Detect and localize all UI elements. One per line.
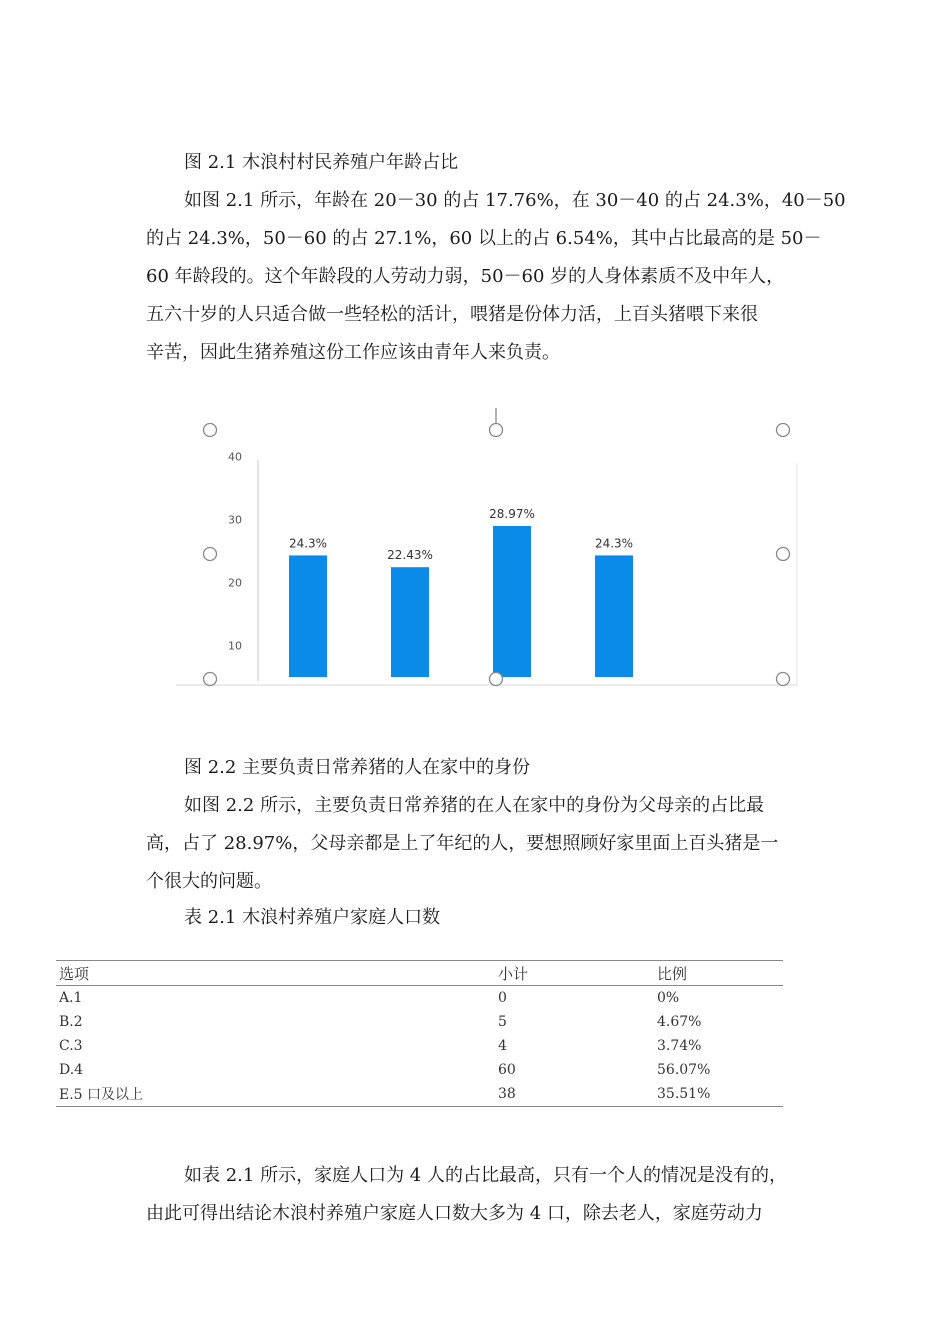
- selection-handle: [490, 673, 503, 686]
- header-option: 选项: [56, 961, 498, 986]
- cell-ratio: 56.07%: [657, 1062, 711, 1078]
- paragraph-1-line: 如图 2.1 所示，年龄在 20－30 的占 17.76%，在 30－40 的占 24.3%，40－50: [184, 190, 846, 211]
- table-row: [56, 1034, 783, 1058]
- figure-2-2-caption: 图 2.2 主要负责日常养猪的人在家中的身份: [184, 757, 531, 778]
- paragraph-1-line: 辛苦，因此生猪养殖这份工作应该由青年人来负责。: [146, 342, 560, 363]
- paragraph-3-line: 如表 2.1 所示，家庭人口为 4 人的占比最高，只有一个人的情况是没有的，: [184, 1165, 787, 1186]
- bar-chart-svg: [176, 405, 800, 695]
- table-row: [56, 1010, 783, 1034]
- cell-count: 5: [498, 1014, 507, 1030]
- table-row: [56, 1058, 783, 1082]
- cell-count: 38: [498, 1082, 657, 1107]
- cell-count: 0: [498, 990, 507, 1006]
- table-row: [56, 1082, 783, 1107]
- cell-count: 60: [498, 1062, 516, 1078]
- bar: [289, 555, 327, 677]
- bar: [595, 555, 633, 677]
- paragraph-3-line: 由此可得出结论木浪村养殖户家庭人口数大多为 4 口，除去老人，家庭劳动力: [146, 1203, 763, 1224]
- cell-ratio: 4.67%: [657, 1014, 702, 1030]
- bar-data-label: 24.3%: [288, 536, 328, 551]
- cell-option: A.1: [59, 990, 83, 1006]
- selection-handle: [777, 548, 790, 561]
- paragraph-1-line: 五六十岁的人只适合做一些轻松的活计，喂猪是份体力活，上百头猪喂下来很: [146, 304, 758, 325]
- paragraph-2-line: 如图 2.2 所示，主要负责日常养猪的在人在家中的身份为父母亲的占比最: [184, 795, 765, 816]
- table-row: [56, 986, 783, 1011]
- bar-data-label: 22.43%: [387, 548, 433, 563]
- y-tick-label: 30: [228, 513, 242, 527]
- cell-option: D.4: [59, 1062, 84, 1078]
- selection-handle: [777, 424, 790, 437]
- cell-count: 4: [498, 1038, 507, 1054]
- cell-option: C.3: [59, 1038, 83, 1054]
- paragraph-1-line: 60 年龄段的。这个年龄段的人劳动力弱，50－60 岁的人身体素质不及中年人，: [146, 266, 785, 287]
- paragraph-2-line: 高，占了 28.97%，父母亲都是上了年纪的人，要想照顾好家里面上百头猪是一: [146, 833, 779, 854]
- bar-data-label: 28.97%: [489, 506, 535, 521]
- selection-handle: [204, 424, 217, 437]
- table-header-row: [56, 961, 783, 986]
- y-tick-label: 10: [228, 639, 242, 653]
- paragraph-1-line: 的占 24.3%，50－60 的占 27.1%，60 以上的占 6.54%，其中占比最高的是 50－: [146, 228, 822, 249]
- y-tick-label: 40: [228, 450, 242, 464]
- header-count: 小计: [498, 961, 657, 986]
- cell-option: E.5 口及以上: [56, 1082, 498, 1107]
- table-2-1-caption: 表 2.1 木浪村养殖户家庭人口数: [184, 907, 441, 928]
- cell-ratio: 0%: [657, 990, 680, 1006]
- cell-option: B.2: [59, 1014, 83, 1030]
- bar: [493, 526, 531, 677]
- selection-handle: [204, 548, 217, 561]
- paragraph-2-line: 个很大的问题。: [146, 871, 272, 892]
- header-ratio: 比例: [657, 961, 783, 986]
- figure-2-1-caption: 图 2.1 木浪村村民养殖户年龄占比: [184, 152, 459, 173]
- figure-2-2-chart[interactable]: [176, 405, 800, 695]
- bar-data-label: 24.3%: [594, 536, 634, 551]
- y-tick-label: 20: [228, 576, 242, 590]
- selection-handle: [490, 424, 503, 437]
- selection-handle: [204, 673, 217, 686]
- cell-ratio: 35.51%: [657, 1082, 783, 1107]
- bar: [391, 567, 429, 677]
- selection-handle: [777, 673, 790, 686]
- cell-ratio: 3.74%: [657, 1038, 702, 1054]
- family-size-table: [56, 960, 783, 1107]
